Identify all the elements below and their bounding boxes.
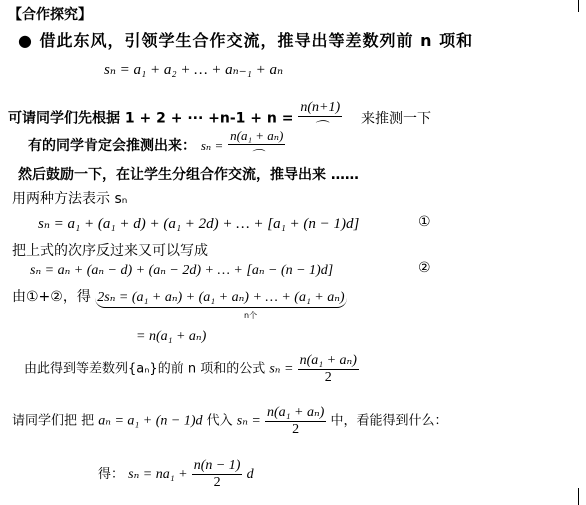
final-frac-num: n(n − 1) (193, 458, 241, 473)
guess-frac-num: n(n+1) (300, 100, 341, 115)
substitute-frac-den: 2 (292, 422, 300, 437)
some-students-text: 有的同学肯定会推测出来： (28, 138, 196, 154)
substitute-middle: 代入 (206, 413, 233, 429)
add-prefix: 由①+②，得 (12, 289, 91, 305)
some-students-fraction (228, 128, 285, 164)
bullet-icon: ● (18, 31, 33, 50)
some-students-lhs: sₙ = (200, 138, 224, 153)
substitute-fraction (265, 404, 326, 438)
equation-two-label: ② (418, 260, 431, 276)
final-frac-den: 2 (213, 475, 221, 490)
formula-lhs: sₙ = (269, 361, 294, 377)
some-frac-num: n(a₁ + aₙ) (230, 128, 284, 143)
two-ways-line: 用两种方法表示 sₙ (12, 191, 128, 207)
add-line (12, 286, 347, 306)
guess-fraction (298, 100, 342, 137)
reverse-line: 把上式的次序反过来又可以写成 (12, 243, 208, 259)
equation-one: sₙ = a₁ + (a₁ + d) + (a₁ + 2d) + … + [a₁ + (n − 1)d] (38, 216, 360, 232)
page-edge-top (578, 0, 579, 12)
result-line: = n(a₁ + aₙ) (136, 329, 207, 344)
some-students-line (28, 128, 285, 164)
then-line: 然后鼓励一下，在让学生分组合作交流，推导出来 …… (18, 167, 359, 183)
formula-line (24, 352, 359, 386)
brace-label: n个 (244, 311, 258, 320)
final-prefix: 得： (98, 467, 125, 482)
final-fraction (192, 458, 243, 491)
formula-fraction (298, 352, 359, 386)
formula-prefix: 由此得到等差数列{aₙ}的前 n 项和的公式 (24, 361, 266, 377)
substitute-suffix: 中，看能得到什么： (330, 413, 448, 429)
guess-suffix: 来推测一下 (360, 110, 431, 127)
equation-one-label: ① (418, 214, 431, 230)
substitute-frac-num: n(a₁ + aₙ) (267, 405, 325, 420)
formula-frac-num: n(a₁ + aₙ) (299, 353, 357, 368)
substitute-lhs: sₙ = (236, 413, 261, 429)
final-line (98, 458, 254, 491)
final-suffix: d (246, 467, 254, 482)
substitute-prefix: 请同学们把 把 (12, 413, 95, 429)
section-heading: 【合作探究】 (8, 7, 92, 23)
guess-prefix: 可请同学们先根据 1 + 2 + ··· +n-1 + n = (8, 110, 294, 127)
sum-formula: sₙ = a₁ + a₂ + … + aₙ₋₁ + aₙ (104, 62, 284, 78)
substitute-expr: aₙ = a₁ + (n − 1)d (98, 413, 203, 429)
final-lhs: sₙ = na₁ + (128, 467, 188, 482)
some-frac-den: ⌒ (250, 148, 264, 163)
intro-line (18, 28, 473, 51)
add-sum: 2sₙ = (a₁ + aₙ) + (a₁ + aₙ) + … + (a₁ + aₙ) (95, 290, 346, 308)
formula-frac-den: 2 (324, 370, 332, 385)
substitute-line (12, 404, 447, 438)
guess-frac-den: ⌒ (313, 121, 328, 136)
equation-two: sₙ = aₙ + (aₙ − d) + (aₙ − 2d) + … + [aₙ − (n − 1)d] (30, 263, 334, 278)
intro-text: 借此东风，引领学生合作交流，推导出等差数列前 n 项和 (39, 31, 474, 50)
page-edge-bottom (578, 488, 579, 505)
